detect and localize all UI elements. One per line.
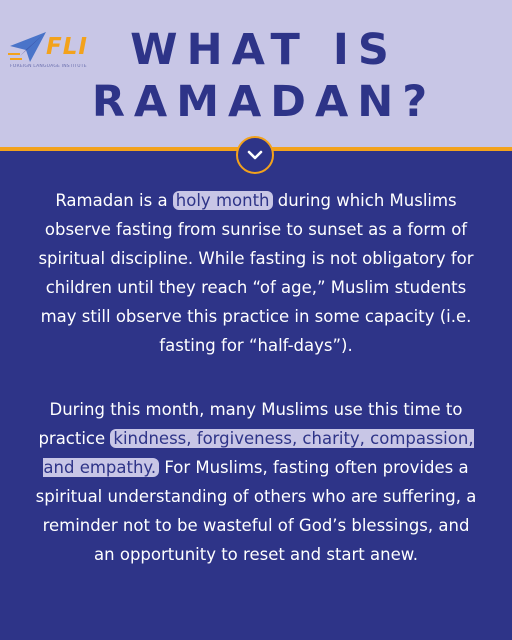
paragraph2-text-before: During this month, many Muslims use this time to practice [38,400,463,448]
paragraph1-text-after: during which Muslims observe fasting from sunrise to sunset as a form of spiritual discipline. While fasting is not obligatory for children until they reach “of age,” Muslim students may still observe this practice in some capacity (i.e. fasting for “half-days”). [38,191,474,355]
paragraph-practices [30,395,482,569]
title-line-2: RAMADAN? [91,77,437,127]
logo-tagline: FOREIGN LANGUAGE INSTITUTE [10,64,87,69]
paragraph1-text-before: Ramadan is a [55,191,173,210]
chevron-badge [236,136,274,174]
paragraph-definition [30,186,482,360]
highlight-virtues: kindness, forgiveness, charity, compassion, and empathy. [43,429,474,477]
title-line-1: WHAT IS [130,25,398,75]
page-title [0,24,512,128]
logo-text: FLI [46,34,88,60]
paragraph2-text-after: For Muslims, fasting often provides a spiritual understanding of others who are suffering, a reminder not to be wasteful of God’s blessings, and an opportunity to reset and start anew. [35,458,477,564]
chevron-down-icon [247,150,263,160]
highlight-holy-month: holy month [173,191,273,210]
